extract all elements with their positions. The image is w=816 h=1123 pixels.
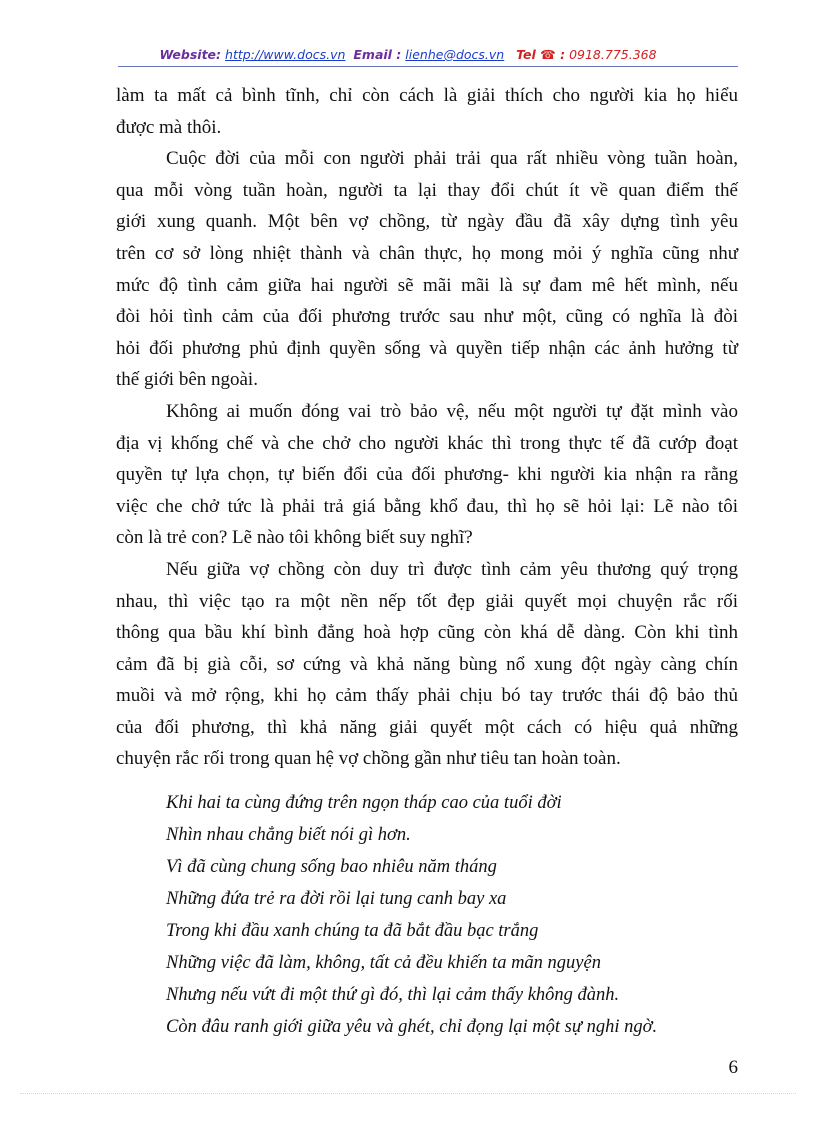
text-line: làm ta mất cả bình tĩnh, chỉ còn cách là giải thích cho người kia họ hiểu	[116, 85, 738, 106]
text-line: cảm đã bị già cỗi, sơ cứng và khả năng bùng nổ xung đột ngày càng chín	[116, 653, 738, 675]
paragraph	[116, 554, 738, 775]
text-line: qua mỗi vòng tuần hoàn, người ta lại thay đổi chút ít về quan điểm thế	[116, 179, 738, 201]
paragraph	[116, 143, 738, 396]
paragraph	[116, 396, 738, 554]
page-number: 6	[728, 1057, 738, 1078]
website-link[interactable]: http://www.docs.vn	[225, 47, 346, 62]
text-line: Nếu giữa vợ chồng còn duy trì được tình cảm yêu thương quý trọng	[166, 558, 738, 580]
paragraph	[116, 80, 738, 143]
text-line: muồi và mở rộng, khi họ cảm thấy phải chịu bó tay trước thái độ bảo thủ	[116, 685, 738, 707]
email-link[interactable]: lienhe@docs.vn	[405, 47, 505, 62]
text-line: Không ai muốn đóng vai trò bảo vệ, nếu một người tự đặt mình vào	[166, 400, 738, 422]
text-line: việc che chở tức là phải trả giá bằng khổ đau, thì họ sẽ hỏi lại: Lẽ nào tôi	[116, 495, 738, 517]
poem-line: Nhưng nếu vứt đi một thứ gì đó, thì lại cảm thấy không đành.	[166, 985, 620, 1005]
poem-line: Những việc đã làm, không, tất cả đều khiến ta mãn nguyện	[166, 953, 601, 973]
poem-line: Trong khi đầu xanh chúng ta đã bắt đầu bạc trắng	[166, 921, 539, 941]
tel-number: 0918.775.368	[569, 47, 657, 62]
poem-line: Những đứa trẻ ra đời rồi lại tung canh bay xa	[166, 889, 507, 909]
text-line: còn là trẻ con? Lẽ nào tôi không biết suy nghĩ?	[116, 527, 473, 549]
text-line: đòi hỏi tình cảm của đối phương trước sau như một, cũng có nghĩa là đòi	[116, 306, 738, 328]
text-line: giới xung quanh. Một bên vợ chồng, từ ngày đầu đã xây dựng tình yêu	[116, 211, 738, 233]
body-text	[116, 80, 738, 775]
text-line: nhau, thì việc tạo ra một nền nếp tốt đẹp giải quyết mọi chuyện rắc rối	[116, 590, 738, 612]
tel-label: Tel ☎ :	[516, 47, 566, 62]
text-line: địa vị khống chế và che chở cho người khác thì trong thực tế đã cướp đoạt	[116, 432, 738, 454]
text-line: quyền tự lựa chọn, tự biến đổi của đối phương- khi người kia nhận ra rằng	[116, 464, 738, 486]
text-line: hỏi đối phương phủ định quyền sống và quyền tiếp nhận các ảnh hưởng từ	[116, 337, 738, 359]
poem	[166, 787, 657, 1043]
poem-line: Vì đã cùng chung sống bao nhiêu năm tháng	[166, 857, 497, 877]
website-label: Website:	[159, 47, 222, 62]
poem-line: Còn đâu ranh giới giữa yêu và ghét, chỉ đọng lại một sự nghi ngờ.	[166, 1017, 658, 1037]
email-label: Email :	[353, 47, 402, 62]
text-line: chuyện rắc rối trong quan hệ vợ chồng gần như tiêu tan hoàn toàn.	[116, 748, 621, 770]
text-line: được mà thôi.	[116, 116, 222, 138]
footer-divider	[20, 1093, 796, 1094]
text-line: thông qua bầu khí bình đẳng hoà hợp cũng còn khá dễ dàng. Còn khi tình	[116, 622, 738, 644]
poem-line: Khi hai ta cùng đứng trên ngọn tháp cao của tuổi đời	[166, 793, 562, 813]
page-header	[0, 47, 816, 62]
text-line: mức độ tình cảm giữa hai người sẽ mãi mãi là sự đam mê hết mình, nếu	[116, 274, 738, 296]
text-line: của đối phương, thì khả năng giải quyết một cách có hiệu quả những	[116, 716, 738, 738]
text-line: thế giới bên ngoài.	[116, 369, 258, 391]
header-divider	[118, 66, 738, 67]
poem-line: Nhìn nhau chẳng biết nói gì hơn.	[166, 825, 411, 845]
text-line: Cuộc đời của mỗi con người phải trải qua rất nhiều vòng tuần hoàn,	[166, 148, 738, 170]
text-line: trên cơ sở lòng nhiệt thành và chân thực, họ mong mỏi ý nghĩa cũng như	[116, 242, 738, 264]
